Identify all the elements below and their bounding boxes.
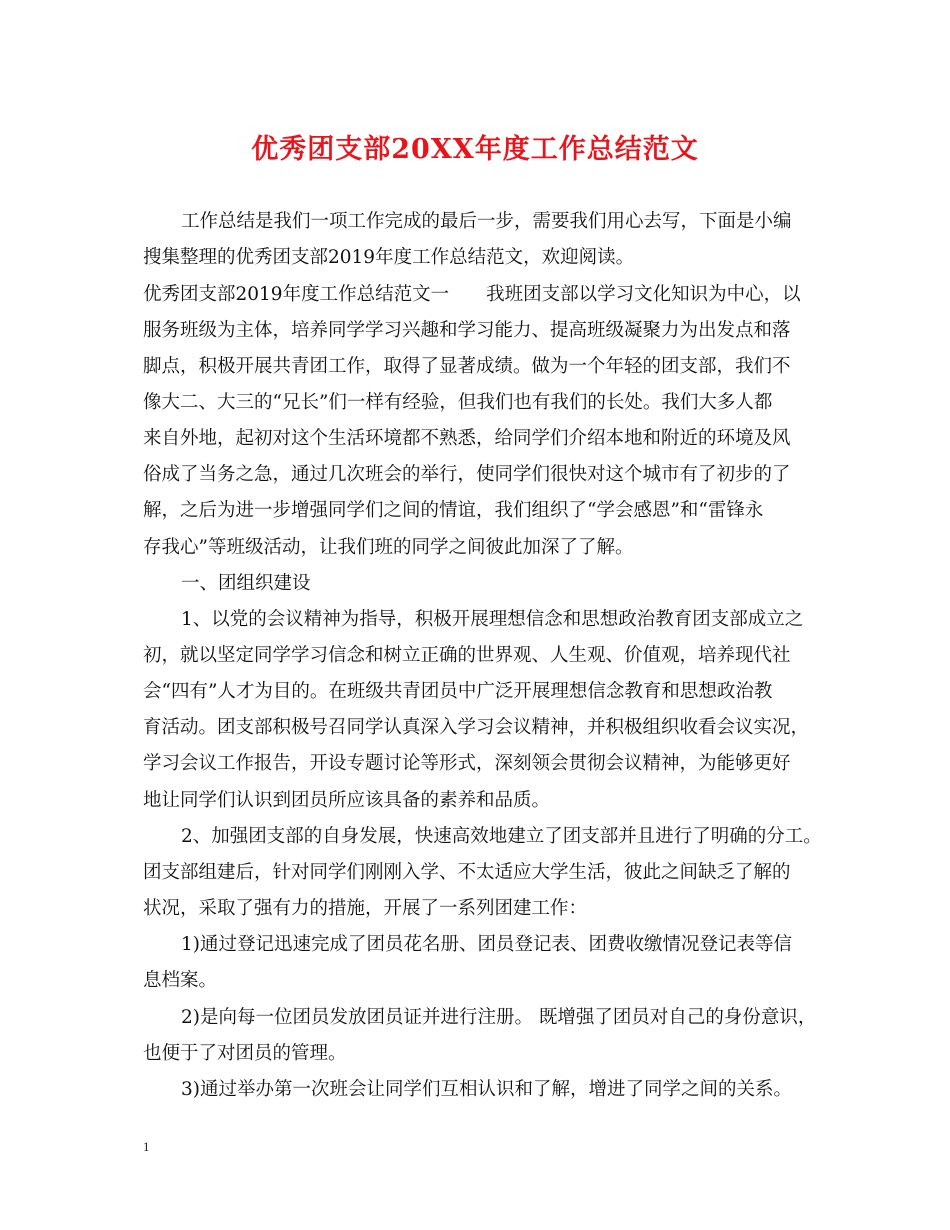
page-number: 1 — [143, 1139, 150, 1154]
paragraph-line: 1)通过登记迅速完成了团员花名册、团员登记表、团费收缴情况登记表等信 — [181, 934, 792, 955]
paragraph-line: 优秀团支部2019年度工作总结范文一 我班团支部以学习文化知识为中心，以 — [143, 284, 801, 305]
paragraph-line: 状况，采取了强有力的措施，开展了一系列团建工作： — [143, 898, 588, 919]
paragraph-line: 学习会议工作报告，开设专题讨论等形式，深刻领会贯彻会议精神，为能够更好 — [143, 753, 791, 774]
paragraph-line: 息档案。 — [143, 970, 218, 991]
paragraph-line: 2、加强团支部的自身发展，快速高效地建立了团支部并且进行了明确的分工。 — [181, 826, 822, 847]
paragraph-line: 2)是向每一位团员发放团员证并进行注册。 既增强了团员对自己的身份意识， — [181, 1007, 817, 1028]
paragraph-line: 初，就以坚定同学学习信念和树立正确的世界观、人生观、价值观，培养现代社 — [143, 645, 791, 666]
paragraph-line: 会“四有”人才为目的。在班级共青团员中广泛开展理想信念教育和思想政治教 — [143, 681, 773, 702]
paragraph-line: 地让同学们认识到团员所应该具备的素养和品质。 — [143, 790, 551, 811]
paragraph-line: 俗成了当务之急，通过几次班会的举行，使同学们很快对这个城市有了初步的了 — [143, 464, 791, 485]
paragraph-line: 像大二、大三的“兄长”们一样有经验，但我们也有我们的长处。我们大多人都 — [143, 392, 773, 413]
paragraph-line: 工作总结是我们一项工作完成的最后一步，需要我们用心去写，下面是小编 — [181, 211, 792, 232]
paragraph-line: 解，之后为进一步增强同学们之间的情谊，我们组织了“学会感恩”和“雷锋永 — [143, 500, 764, 521]
paragraph-line: 也便于了对团员的管理。 — [143, 1043, 347, 1064]
paragraph-line: 脚点，积极开展共青团工作，取得了显著成绩。做为一个年轻的团支部，我们不 — [143, 356, 791, 377]
paragraph-line: 服务班级为主体，培养同学学习兴趣和学习能力、提高班级凝聚力为出发点和落 — [143, 320, 791, 341]
paragraph-line: 育活动。团支部积极号召同学认真深入学习会议精神，并积极组织收看会议实况， — [143, 717, 810, 738]
paragraph-line: 搜集整理的优秀团支部2019年度工作总结范文，欢迎阅读。 — [143, 247, 635, 268]
paragraph-line: 团支部组建后，针对同学们刚刚入学、不太适应大学生活，彼此之间缺乏了解的 — [143, 862, 791, 883]
paragraph-line: 3)通过举办第一次班会让同学们互相认识和了解，增进了同学之间的关系。 — [181, 1079, 792, 1100]
paragraph-line: 来自外地，起初对这个生活环境都不熟悉，给同学们介绍本地和附近的环境及风 — [143, 428, 791, 449]
paragraph-line: 存我心”等班级活动，让我们班的同学之间彼此加深了了解。 — [143, 537, 634, 558]
document-title: 优秀团支部20XX年度工作总结范文 — [251, 134, 699, 165]
paragraph-line: 1、以党的会议精神为指导，积极开展理想信念和思想政治教育团支部成立之 — [181, 609, 804, 630]
section-heading: 一、团组织建设 — [181, 573, 311, 594]
